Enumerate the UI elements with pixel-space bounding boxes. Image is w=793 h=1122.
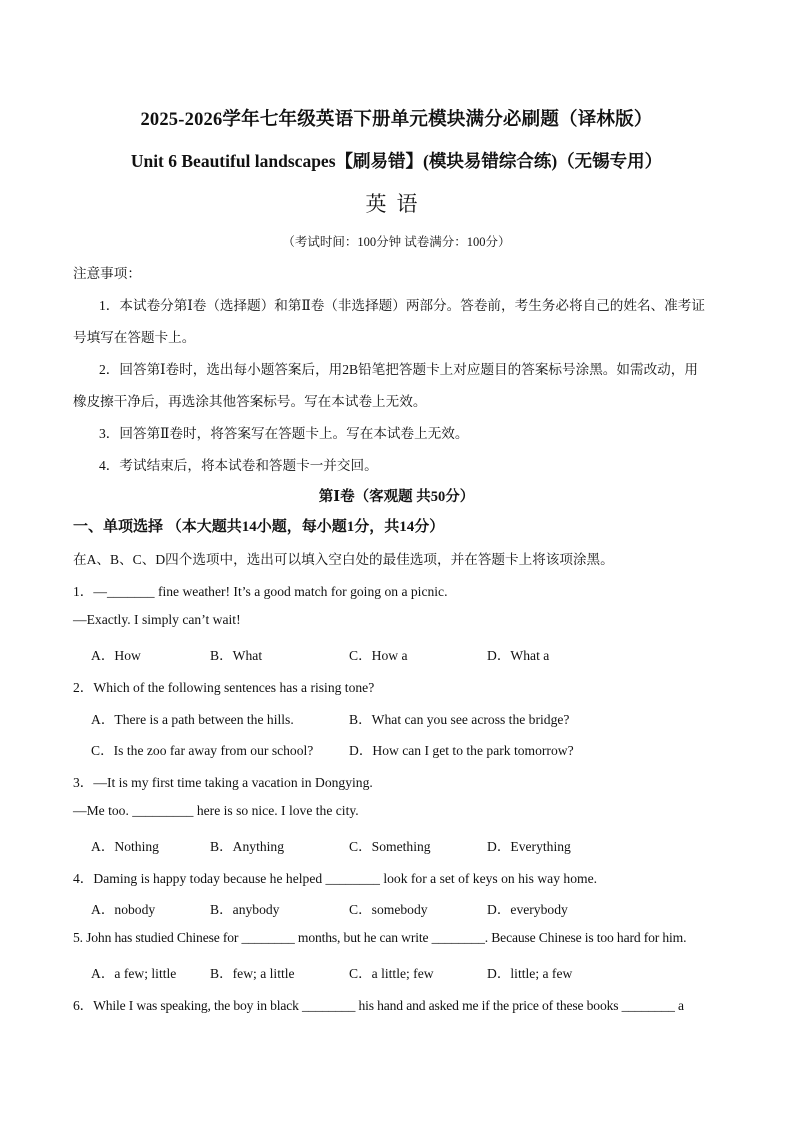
q5-option-a[interactable]: A．a few; little — [91, 966, 177, 981]
exam-title: 2025-2026学年七年级英语下册单元模块满分必刷题（译林版） — [140, 110, 653, 130]
question-2-stem: 2．Which of the following sentences has a rising tone? — [73, 680, 375, 695]
q1-option-b[interactable]: B．What — [210, 648, 263, 663]
unit-title: Unit 6 Beautiful landscapes【刷易错】(模块易错综合练)（无锡专用） — [130, 151, 663, 171]
q3-option-a[interactable]: A．Nothing — [91, 839, 159, 854]
note-1-line-1: 1．本试卷分第Ⅰ卷（选择题）和第Ⅱ卷（非选择题）两部分。答卷前，考生务必将自己的姓名、准考证 — [99, 298, 705, 313]
section-title: 一、单项选择 （本大题共14小题，每小题1分，共14分） — [73, 519, 445, 535]
q2-option-c[interactable]: C．Is the zoo far away from our school? — [91, 743, 314, 758]
question-4-stem: 4．Daming is happy today because he helped ________ look for a set of keys on his way home. — [73, 871, 598, 886]
q4-option-d[interactable]: D．everybody — [487, 902, 568, 917]
q1-option-a[interactable]: A．How — [91, 648, 141, 663]
question-1-reply: —Exactly. I simply can’t wait! — [73, 612, 241, 627]
q5-option-b[interactable]: B．few; a little — [210, 966, 295, 981]
question-3-reply: —Me too. _________ here is so nice. I love the city. — [73, 803, 359, 818]
exam-info: （考试时间：100分钟 试卷满分：100分） — [282, 235, 511, 249]
notes-heading: 注意事项： — [73, 266, 141, 281]
subject-title: 英语 — [365, 192, 428, 216]
section-instruction: 在A、B、C、D四个选项中，选出可以填入空白处的最佳选项，并在答题卡上将该项涂黑。 — [73, 552, 614, 567]
q5-option-d[interactable]: D．little; a few — [487, 966, 573, 981]
note-1-line-2: 号填写在答题卡上。 — [73, 330, 196, 345]
question-5-stem: 5. John has studied Chinese for ________ months, but he can write ________. Because Chinese is too hard for him. — [73, 930, 687, 945]
note-3: 3．回答第Ⅱ卷时，将答案写在答题卡上。写在本试卷上无效。 — [99, 426, 469, 441]
q4-option-b[interactable]: B．anybody — [210, 902, 280, 917]
note-4: 4．考试结束后，将本试卷和答题卡一并交回。 — [99, 458, 378, 473]
q3-option-b[interactable]: B．Anything — [210, 839, 285, 854]
q3-option-d[interactable]: D．Everything — [487, 839, 571, 854]
q1-option-c[interactable]: C．How a — [349, 648, 408, 663]
q3-option-c[interactable]: C．Something — [349, 839, 431, 854]
question-3-stem: 3．—It is my first time taking a vacation in Dongying. — [73, 775, 373, 790]
question-6-stem: 6．While I was speaking, the boy in black ________ his hand and asked me if the price of these books ________ a — [73, 998, 684, 1013]
q5-option-c[interactable]: C．a little; few — [349, 966, 434, 981]
question-1-stem: 1．—_______ fine weather! It’s a good match for going on a picnic. — [73, 584, 448, 599]
part1-heading: 第Ⅰ卷（客观题 共50分） — [318, 489, 475, 505]
q4-option-a[interactable]: A．nobody — [91, 902, 156, 917]
note-2-line-1: 2．回答第Ⅰ卷时，选出每小题答案后，用2B铅笔把答题卡上对应题目的答案标号涂黑。如需改动，用 — [99, 362, 698, 377]
q2-option-a[interactable]: A．There is a path between the hills. — [91, 712, 294, 727]
q2-option-d[interactable]: D．How can I get to the park tomorrow? — [349, 743, 574, 758]
q2-option-b[interactable]: B．What can you see across the bridge? — [349, 712, 570, 727]
note-2-line-2: 橡皮擦干净后，再选涂其他答案标号。写在本试卷上无效。 — [73, 394, 427, 409]
q1-option-d[interactable]: D．What a — [487, 648, 550, 663]
q4-option-c[interactable]: C．somebody — [349, 902, 428, 917]
